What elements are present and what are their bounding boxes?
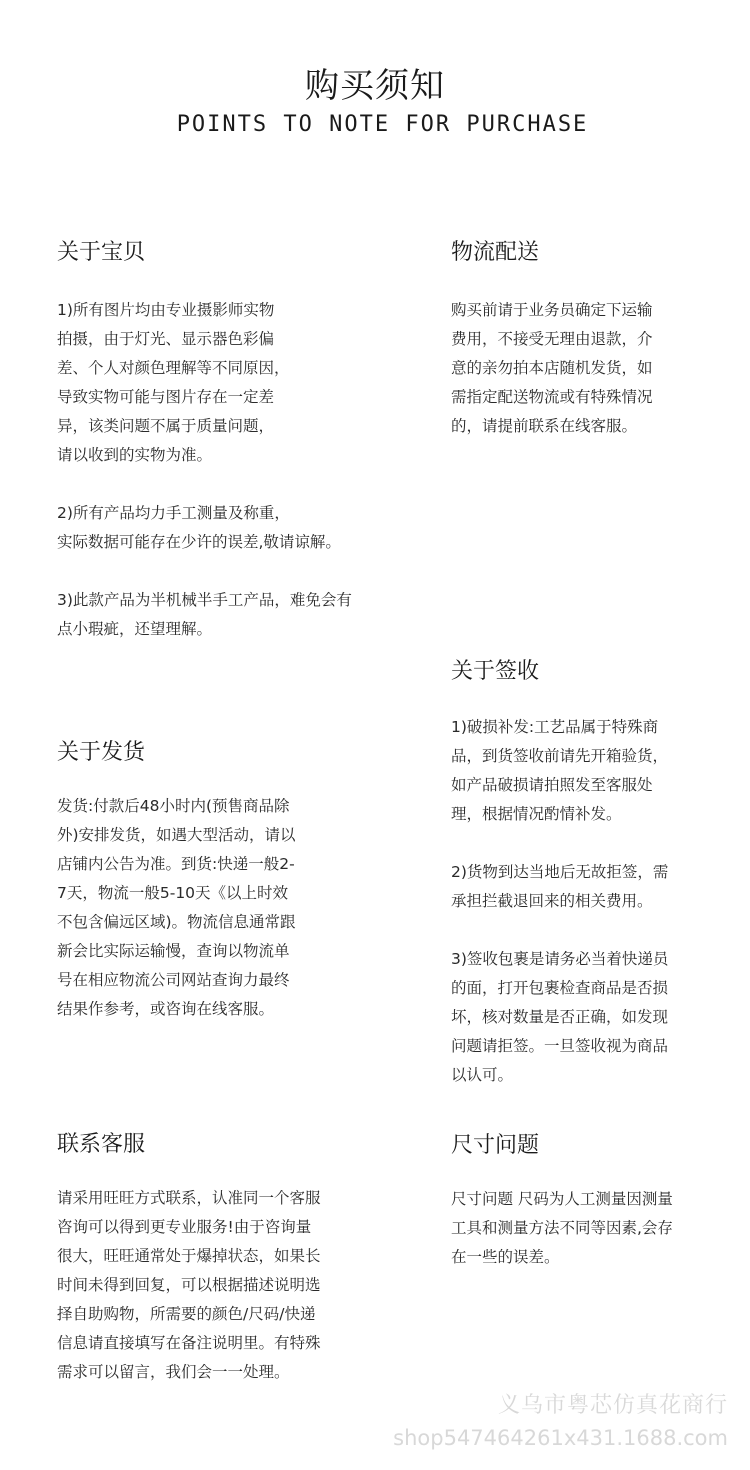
section-receiving [451,657,668,1090]
text-line: 需指定配送物流或有特殊情况 [451,388,653,406]
text-line: 发货:付款后48小时内(预售商品除 [57,797,290,815]
paragraph [57,499,352,557]
text-line: 坏，核对数量是否正确，如发现 [451,1008,669,1026]
text-line: 理，根据情况酌情补发。 [451,805,622,823]
text-line: 意的亲勿拍本店随机发货，如 [451,359,653,377]
text-line: 信息请直接填写在备注说明里。有特殊 [57,1334,321,1352]
paragraph [451,858,668,916]
text-line: 2)货物到达当地后无故拒签，需 [451,863,669,881]
text-line: 品，到货签收前请先开箱验货， [451,747,669,765]
section-title: 关于发货 [57,740,146,765]
text-line: 如产品破损请拍照发至客服处 [451,776,653,794]
text-line: 1)所有图片均由专业摄影师实物 [57,301,275,319]
text-line: 在一些的误差。 [451,1248,560,1266]
paragraph [57,586,352,644]
section-title: 联系客服 [57,1132,146,1157]
text-line: 实际数据可能存在少许的误差,敬请谅解。 [57,533,341,551]
text-line: 尺寸问题 尺码为人工测量因测量 [451,1190,673,1208]
watermark-shop-url: shop547464261x431.1688.com [393,1426,728,1450]
text-line: 点小瑕疵，还望理解。 [57,620,213,638]
text-line: 3)此款产品为半机械半手工产品，难免会有 [57,591,352,609]
text-line: 请以收到的实物为准。 [57,446,213,464]
section-size [451,1131,673,1272]
text-line: 咨询可以得到更专业服务!由于咨询量 [57,1218,312,1236]
section-logistics [451,238,653,441]
text-line: 请采用旺旺方式联系，认准同一个客服 [57,1189,321,1207]
text-line: 时间未得到回复，可以根据描述说明选 [57,1276,321,1294]
text-line: 承担拦截退回来的相关费用。 [451,892,653,910]
text-line: 导致实物可能与图片存在一定差 [57,388,275,406]
text-line: 新会比实际运输慢，查询以物流单 [57,942,290,960]
paragraph [57,1184,321,1387]
text-line: 差、个人对颜色理解等不同原因， [57,359,290,377]
section-shipping [57,738,296,1024]
text-line: 1)破损补发:工艺品属于特殊商 [451,718,659,736]
paragraph [451,296,653,441]
paragraph [57,296,352,470]
text-line: 择自助购物，所需要的颜色/尺码/快递 [57,1305,316,1323]
text-line: 很大，旺旺通常处于爆掉状态，如果长 [57,1247,321,1265]
paragraph [57,792,296,1024]
section-title: 关于签收 [451,659,540,684]
text-line: 7天，物流一般5-10天《以上时效 [57,884,289,902]
text-line: 号在相应物流公司网站查询力最终 [57,971,290,989]
text-line: 3)签收包裹是请务必当着快递员 [451,950,669,968]
text-line: 工具和测量方法不同等因素,会存 [451,1219,673,1237]
text-line: 费用，不接受无理由退款，介 [451,330,653,348]
section-title: 物流配送 [451,240,540,265]
paragraph [451,713,668,829]
section-title: 关于宝贝 [57,240,146,265]
text-line: 店铺内公告为准。到货:快递一般2- [57,855,295,873]
text-line: 不包含偏远区域)。物流信息通常跟 [57,913,296,931]
section-contact [57,1130,321,1387]
text-line: 问题请拒签。一旦签收视为商品 [451,1037,669,1055]
paragraph [451,945,668,1090]
text-line: 以认可。 [451,1066,514,1084]
text-line: 拍摄，由于灯光、显示器色彩偏 [57,330,275,348]
watermark-shop-name: 义乌市粤芯仿真花商行 [497,1393,728,1418]
section-about-item [57,238,352,644]
text-line: 结果作参考，或咨询在线客服。 [57,1000,275,1018]
text-line: 需求可以留言，我们会一一处理。 [57,1363,290,1381]
text-line: 外)安排发货，如遇大型活动，请以 [57,826,296,844]
text-line: 的，请提前联系在线客服。 [451,417,638,435]
page-subtitle: POINTS TO NOTE FOR PURCHASE [176,112,589,137]
text-line: 购买前请于业务员确定下运输 [451,301,653,319]
text-line: 的面，打开包裹检查商品是否损 [451,979,669,997]
paragraph [451,1185,673,1272]
text-line: 异，该类问题不属于质量问题， [57,417,275,435]
page-title: 购买须知 [305,66,445,106]
text-line: 2)所有产品均力手工测量及称重， [57,504,290,522]
section-title: 尺寸问题 [451,1133,540,1158]
